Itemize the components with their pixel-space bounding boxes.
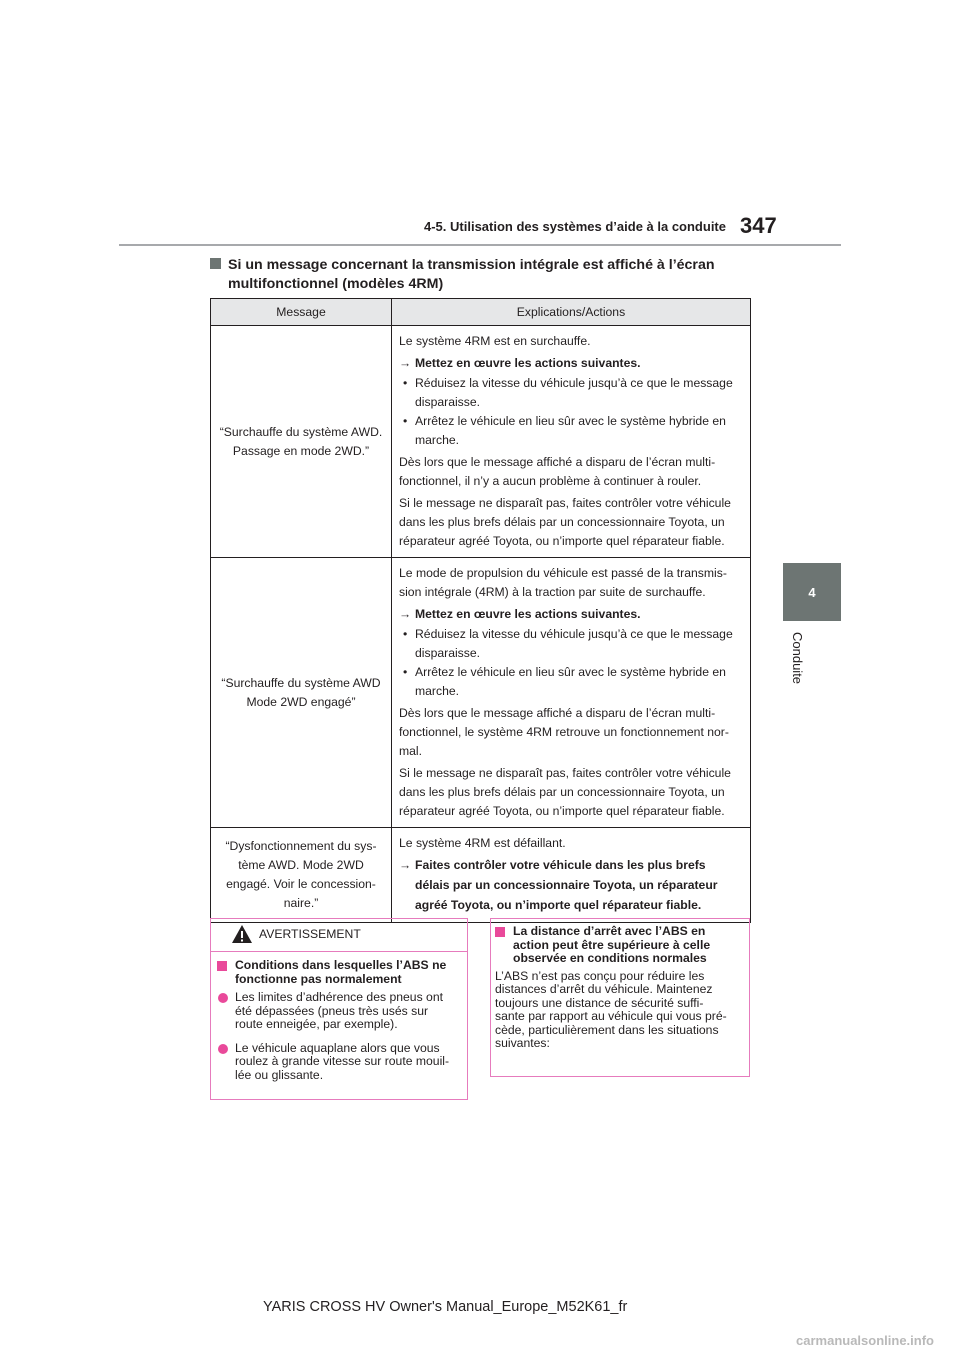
footer-text: YARIS CROSS HV Owner's Manual_Europe_M52K61_fr	[263, 1299, 628, 1315]
actions-cell: Le mode de propulsion du véhicule est passé de la transmis- sion intégrale (4RM) à la traction par suite de surchauffe. → Mettez en œuvre les actions suivantes. • Réduisez la vitesse du véhicule jusqu’à ce que le message disparaisse. • Arrêtez le véhicule en lieu sûr avec le système hybride en marche. Dès lors que le message affiché a disparu de l’écran multi- fonctionnel, le système 4RM retrouve un fonctionnement nor- mal. Si le message ne disparaît pas, faites contrôler votre véhicule dans les plus brefs délais par un concessionnaire Toyota, un réparateur agréé Toyota, ou n’importe quel réparateur fiable.	[392, 558, 751, 828]
header-divider	[119, 244, 841, 246]
chapter-number: 4	[808, 584, 816, 600]
arrow-right-icon: →	[399, 356, 412, 370]
circle-bullet-icon	[218, 1044, 228, 1054]
table-row	[211, 326, 751, 558]
actions-cell: Le système 4RM est en surchauffe. → Mettez en œuvre les actions suivantes. • Réduisez la vitesse du véhicule jusqu’à ce que le message disparaisse. • Arrêtez le véhicule en lieu sûr avec le système hybride en marche. Dès lors que le message affiché a disparu de l’écran multi- fonctionnel, il n’y a aucun problème à continuer à rouler. Si le message ne disparaît pas, faites contrôler votre véhicule dans les plus brefs délais par un concessionnaire Toyota, un réparateur agréé Toyota, ou n’importe quel réparateur fiable.	[392, 326, 751, 558]
square-bullet-icon	[217, 961, 227, 971]
bullet-icon: •	[403, 665, 408, 679]
section-heading	[210, 256, 750, 294]
column-header-actions: Explications/Actions	[392, 299, 751, 326]
square-bullet-icon	[210, 258, 221, 269]
heading-line: Si un message concernant la transmission intégrale est affiché à l’écran	[228, 257, 715, 273]
info-text: L’ABS n’est pas conçu pour réduire les distances d’arrêt du véhicule. Maintenez toujours une distance de sécurité suffi- sante par rapport au véhicule qui vous pré- cède, particulièrement dans les situations suivantes:	[495, 968, 727, 1050]
table-row	[211, 828, 751, 923]
heading-line: multifonctionnel (modèles 4RM)	[228, 276, 444, 292]
arrow-right-icon: →	[399, 858, 412, 872]
page-number: 347	[740, 213, 777, 238]
message-table	[210, 298, 751, 923]
column-header-message: Message	[211, 299, 392, 326]
message-cell: “Dysfonctionnement du sys- tème AWD. Mode 2WD engagé. Voir le concession- naire.”	[211, 828, 392, 923]
watermark: carmanualsonline.info	[796, 1333, 934, 1348]
list-item: Les limites d’adhérence des pneus ont été dépassées (pneus très usés sur route enneigée, par exemple).	[217, 991, 459, 1032]
warning-title: AVERTISSEMENT	[259, 927, 361, 941]
message-cell: “Surchauffe du système AWD Mode 2WD engagé”	[211, 558, 392, 828]
info-subheading: La distance d’arrêt avec l’ABS en action peut être supérieure à celle observée en conditions normales	[495, 925, 741, 966]
warning-subheading: Conditions dans lesquelles l’ABS ne fonctionne pas normalement	[217, 959, 459, 986]
list-item: Le véhicule aquaplane alors que vous roulez à grande vitesse sur route mouil- lée ou glissante.	[217, 1042, 459, 1083]
info-box	[490, 918, 750, 1077]
table-header-row	[211, 299, 751, 326]
message-cell: “Surchauffe du système AWD. Passage en mode 2WD.”	[211, 326, 392, 558]
bullet-icon: •	[403, 627, 408, 641]
bullet-icon: •	[403, 376, 408, 390]
actions-cell: Le système 4RM est défaillant. → Faites contrôler votre véhicule dans les plus brefs délais par un concessionnaire Toyota, un réparateur agréé Toyota, ou n’importe quel réparateur fiable.	[392, 828, 751, 923]
circle-bullet-icon	[218, 993, 228, 1003]
square-bullet-icon	[495, 927, 505, 937]
arrow-right-icon: →	[399, 607, 412, 621]
warning-box	[210, 918, 468, 1100]
table-row	[211, 558, 751, 828]
chapter-label: Conduite	[790, 632, 805, 685]
section-title: 4-5. Utilisation des systèmes d’aide à la conduite	[424, 219, 726, 234]
chapter-tab[interactable]	[783, 563, 841, 621]
bullet-icon: •	[403, 414, 408, 428]
warning-triangle-icon	[231, 924, 253, 944]
warning-header	[211, 919, 467, 952]
